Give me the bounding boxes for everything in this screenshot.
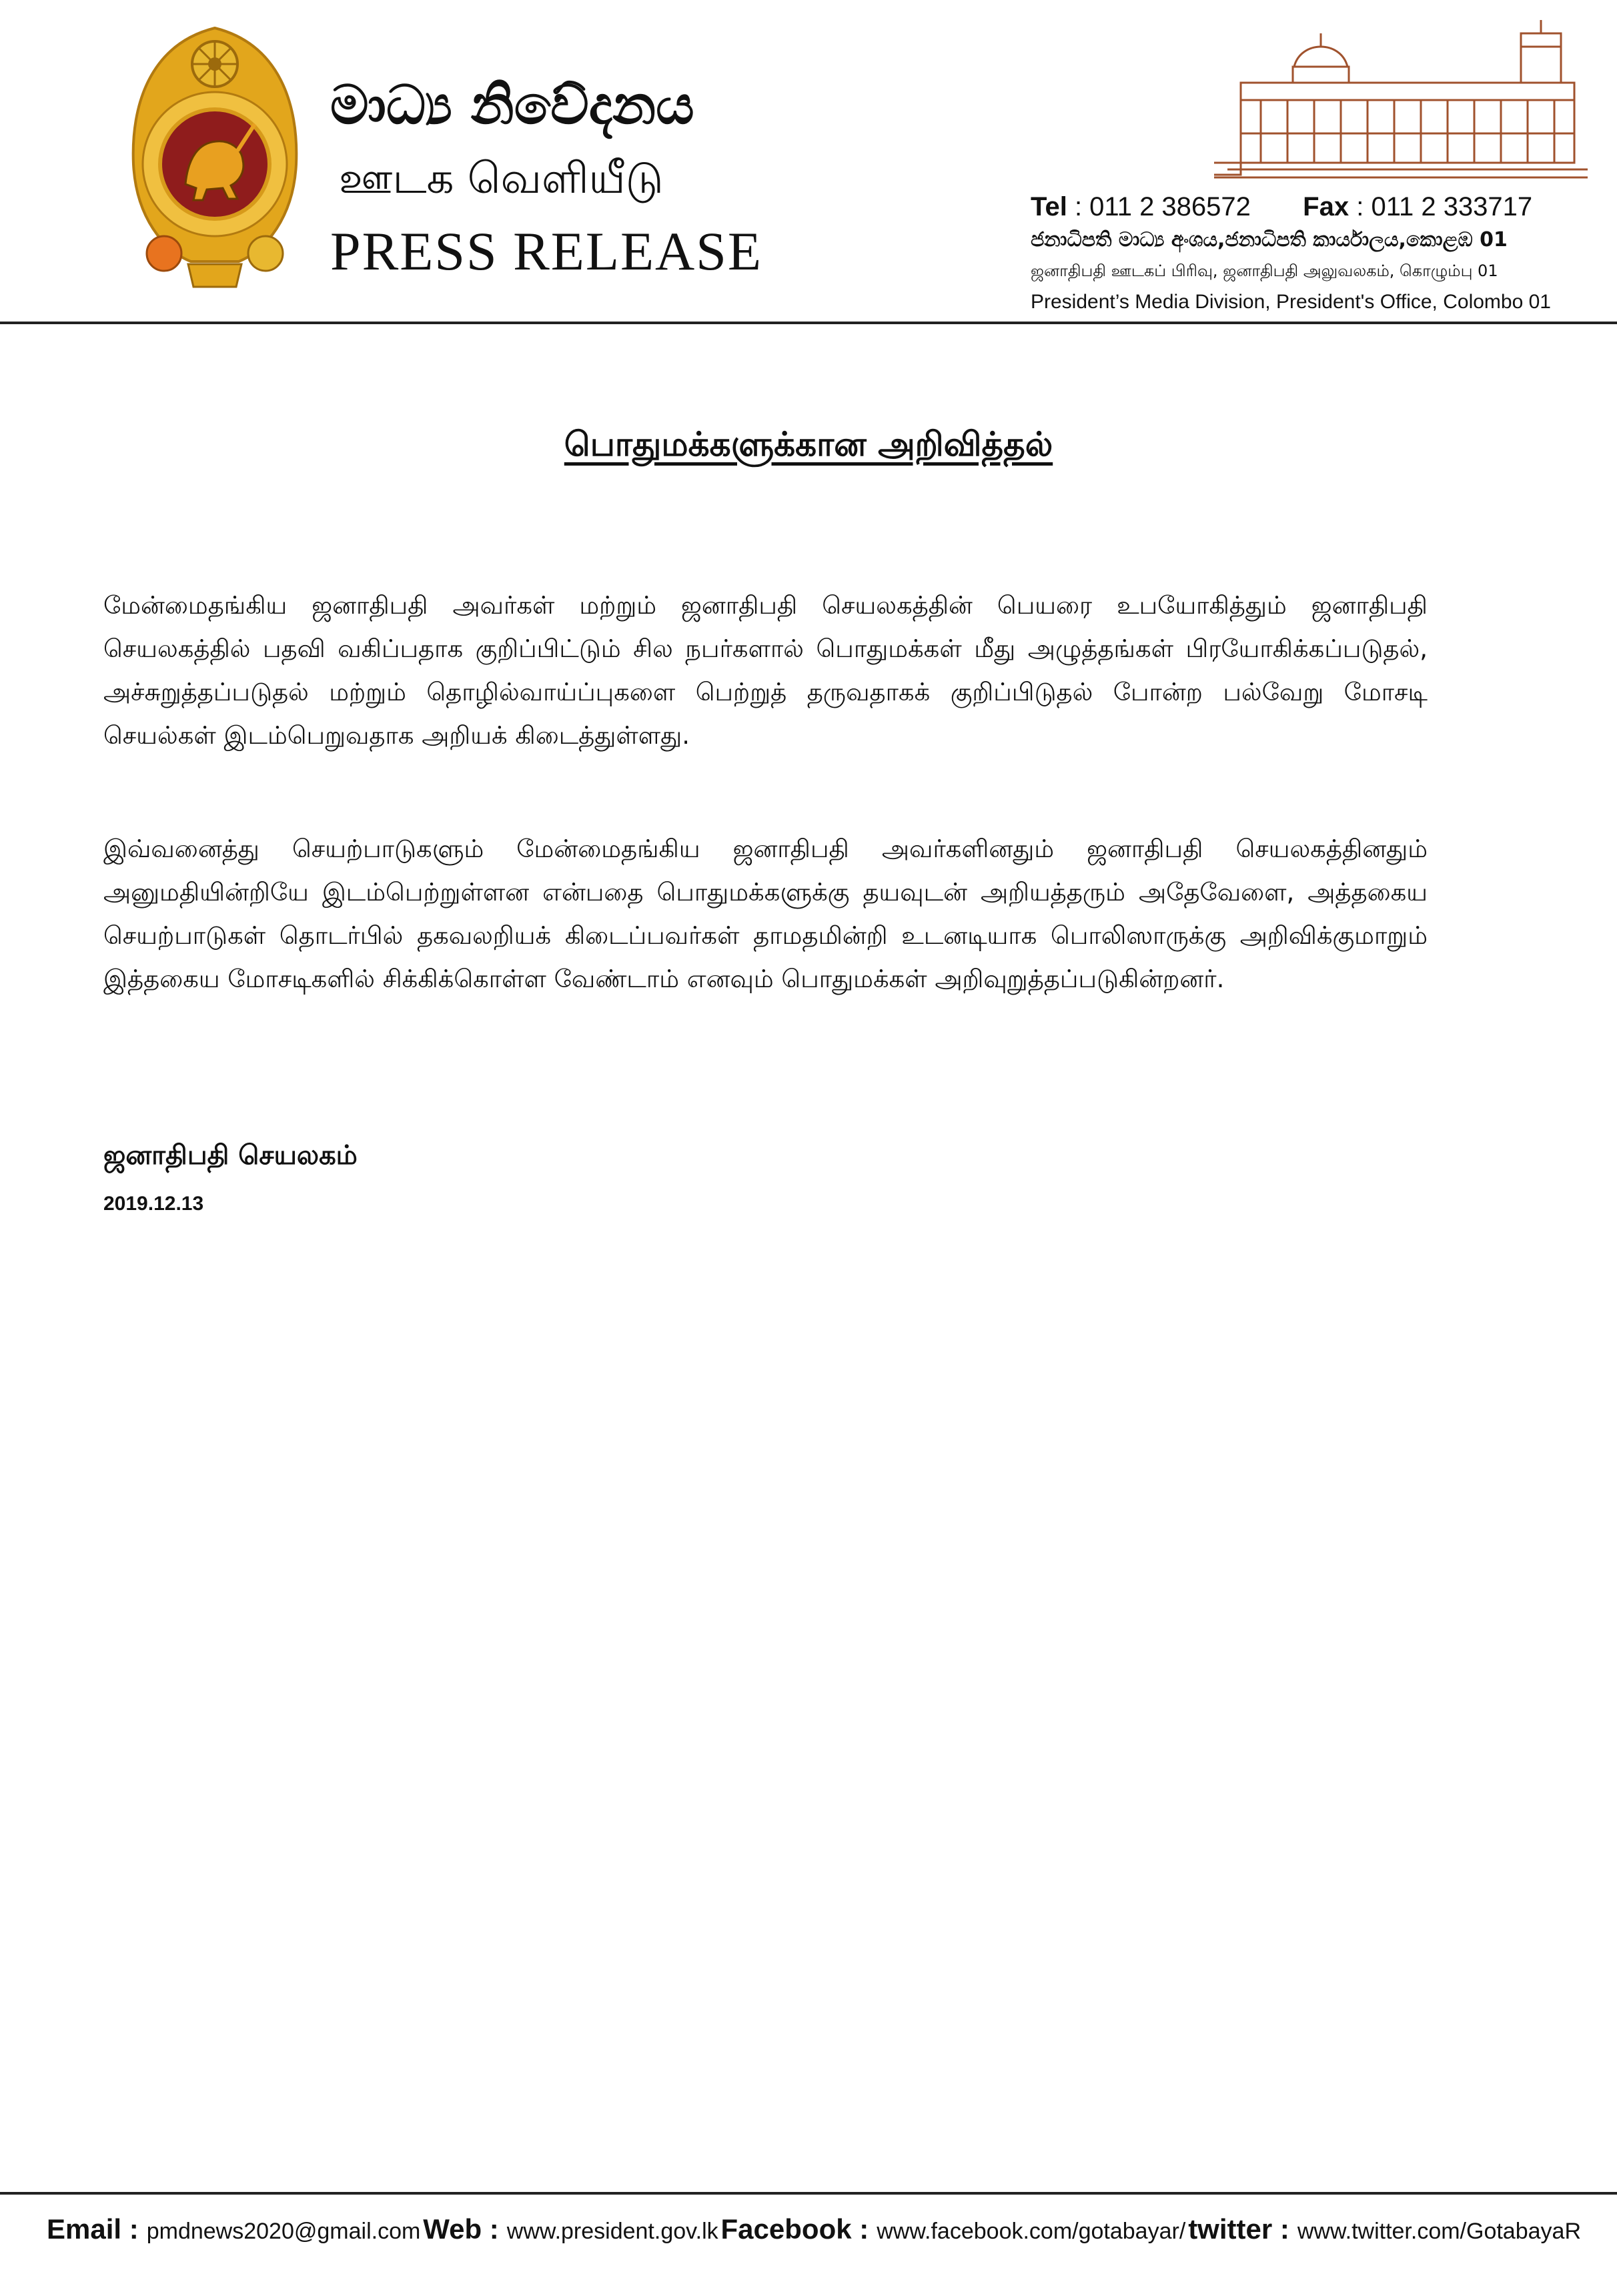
fax-value: : 011 2 333717	[1356, 192, 1533, 221]
address-tamil: ஜனாதிபதி ஊடகப் பிரிவு, ஜனாதிபதி அலுவலகம், கொழும்பு 01	[1031, 261, 1498, 280]
facebook-link[interactable]: www.facebook.com/gotabayar/	[877, 2219, 1186, 2244]
masthead-english: PRESS RELEASE	[330, 221, 762, 281]
footer-email	[47, 2213, 420, 2245]
footer-twitter	[1188, 2213, 1581, 2245]
web-label: Web :	[423, 2213, 499, 2245]
footer-facebook	[721, 2213, 1186, 2245]
paragraph-1: மேன்மைதங்கிய ஜனாதிபதி அவர்கள் மற்றும் ஜனாதிபதி செயலகத்தின் பெயரை உபயோகித்தும் ஜனாதிபதி செயலகத்தில் பதவி வகிப்பதாக குறிப்பிட்டும் சில நபர்களால் பொதுமக்கள் மீது அழுத்தங்கள் பிரயோகிக்கப்படுதல், அச்சுறுத்தப்படுதல் மற்றும் தொழில்வாய்ப்புகளை பெற்றுத் தருவதாகக் குறிப்பிடுதல் போன்ற பல்வேறு மோசடி செயல்கள் இடம்பெறுவதாக அறியக் கிடைத்துள்ளது.	[103, 591, 1428, 750]
web-link[interactable]: www.president.gov.lk	[506, 2219, 718, 2244]
address-sinhala: ජනාධිපති මාධ්‍ය අංශය,ජනාධිපති කාර්යාලය,කොළඹ 01	[1031, 228, 1508, 251]
document-title: பொதுமக்களுக்கான அறிவித்தல்	[564, 425, 1053, 464]
address-english: President’s Media Division, President's Office, Colombo 01	[1031, 291, 1551, 313]
twitter-link[interactable]: www.twitter.com/GotabayaR	[1297, 2219, 1581, 2244]
fax-label: Fax	[1303, 192, 1350, 221]
tel-value: : 011 2 386572	[1074, 192, 1251, 221]
masthead-tamil: ஊடக வெளியீடு	[339, 154, 664, 203]
facebook-label: Facebook :	[720, 2213, 869, 2245]
footer-web	[423, 2213, 718, 2245]
masthead-sinhala: මාධ්‍ය නිවේදනය	[330, 74, 694, 136]
contact-line	[1031, 193, 1532, 220]
header-divider	[0, 322, 1617, 324]
twitter-label: twitter :	[1188, 2213, 1289, 2245]
email-link[interactable]: pmdnews2020@gmail.com	[146, 2219, 421, 2244]
tel-label: Tel	[1031, 192, 1067, 221]
document-date: 2019.12.13	[103, 1193, 204, 1215]
paragraph-2: இவ்வனைத்து செயற்பாடுகளும் மேன்மைதங்கிய ஜனாதிபதி அவர்களினதும் ஜனாதிபதி செயலகத்தினதும் அனுமதியின்றியே இடம்பெற்றுள்ளன என்பதை பொதுமக்களுக்கு தயவுடன் அறியத்தரும் அதேவேளை, அத்தகைய செயற்பாடுகள் தொடர்பில் தகவலறியக் கிடைப்பவர்கள் தாமதமின்றி உடனடியாக பொலிஸாருக்கு அறிவிக்குமாறும் இத்தகைய மோசடிகளில் சிக்கிக்கொள்ள வேண்டாம் எனவும் பொதுமக்கள் அறிவுறுத்தப்படுகின்றனர்.	[103, 834, 1428, 993]
signature: ஜனாதிபதி செயலகம்	[103, 1140, 358, 1171]
sri-lanka-emblem-icon	[124, 24, 306, 291]
footer-divider	[0, 2192, 1617, 2195]
email-label: Email :	[47, 2213, 139, 2245]
presidential-secretariat-building-icon	[1214, 20, 1588, 180]
footer	[47, 2213, 1581, 2253]
